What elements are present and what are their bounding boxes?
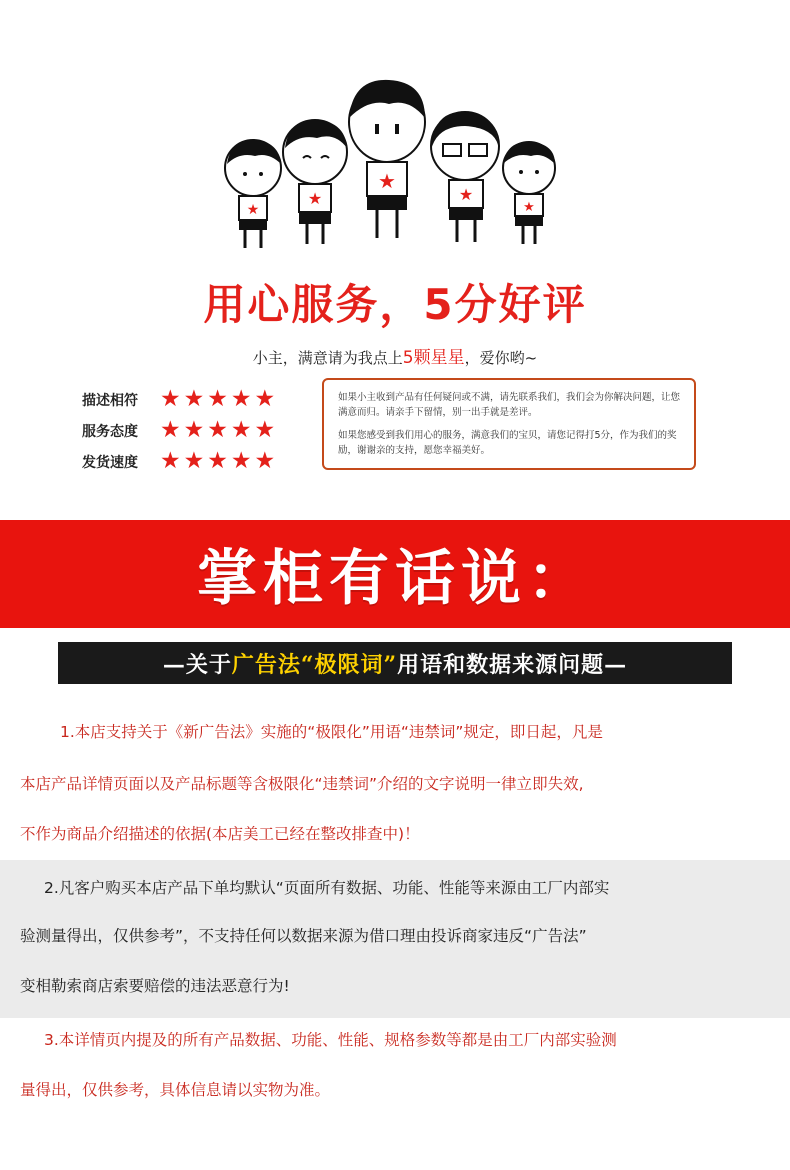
- paragraph-line: 验测量得出，仅供参考”，不支持任何以数据来源为借口理由投诉商家违反“广告法”: [20, 927, 587, 945]
- note-box: [322, 378, 696, 470]
- paragraph-line: 不作为商品介绍描述的依据(本店美工已经在整改排查中)！: [20, 825, 420, 843]
- paragraph-line: 量得出，仅供参考，具体信息请以实物为准。: [20, 1081, 331, 1099]
- rating-row: [82, 446, 312, 477]
- subbanner-highlight: 广告法“极限词”: [231, 651, 398, 678]
- rating-label: 服务态度: [82, 423, 138, 440]
- rating-row: [82, 384, 312, 415]
- paragraph-line: 1.本店支持关于《新广告法》实施的“极限化”用语“违禁词”规定，即日起，凡是: [60, 723, 603, 741]
- svg-text:★: ★: [307, 189, 323, 208]
- child-figure: [503, 142, 555, 244]
- subline-text: 小主，满意请为我点上: [252, 349, 403, 367]
- rating-label: 发货速度: [82, 454, 138, 471]
- subline-text-end: ，爱你哟~: [464, 349, 538, 367]
- cartoon-children-illustration: [205, 70, 575, 260]
- subbanner: [58, 642, 732, 684]
- child-figure: [225, 140, 281, 248]
- rating-label: 描述相符: [82, 392, 138, 409]
- five-stars-icon: ★★★★★: [160, 417, 279, 443]
- notice-paragraph-2: [0, 860, 790, 1018]
- headline: 用心服务，5分好评: [203, 280, 587, 329]
- svg-text:★: ★: [523, 200, 535, 215]
- child-figure: [349, 80, 425, 238]
- notice-paragraph-3: [0, 1018, 790, 1138]
- five-stars-icon: ★★★★★: [160, 386, 279, 412]
- subbanner-text-end: 用语和数据来源问题—: [397, 651, 628, 678]
- hero-section: [0, 0, 790, 500]
- paragraph-line: 变相勒索商店索要赔偿的违法恶意行为!: [20, 977, 290, 995]
- subline: [0, 343, 790, 368]
- subline-highlight: 5颗星星: [402, 348, 465, 368]
- child-figure: [283, 120, 347, 244]
- paragraph-line: 3.本详情页内提及的所有产品数据、功能、性能、规格参数等都是由工厂内部实验测: [44, 1031, 617, 1049]
- svg-text:★: ★: [378, 169, 396, 193]
- subbanner-text: —关于: [162, 651, 232, 678]
- ratings-panel: [82, 384, 312, 477]
- child-figure: [431, 112, 499, 242]
- five-stars-icon: ★★★★★: [160, 448, 279, 474]
- paragraph-line: 本店产品详情页面以及产品标题等含极限化“违禁词”介绍的文字说明一律立即失效,: [20, 775, 584, 793]
- note-paragraph: 如果您感受到我们用心的服务，满意我们的宝贝，请您记得打5分，作为我们的奖励，谢谢亲的支持，愿您幸福美好。: [338, 430, 677, 456]
- svg-text:★: ★: [246, 202, 260, 218]
- svg-text:★: ★: [458, 185, 474, 204]
- note-paragraph: 如果小主收到产品有任何疑问或不满，请先联系我们，我们会为你解决问题，让您满意而归。请亲手下留情，别一出手就是差评。: [338, 392, 681, 418]
- banner: [0, 520, 790, 628]
- rating-row: [82, 415, 312, 446]
- banner-title: 掌柜有话说：: [197, 544, 593, 614]
- paragraph-line: 2.凡客户购买本店产品下单均默认“页面所有数据、功能、性能等来源由工厂内部实: [44, 879, 610, 897]
- notice-paragraph-1: [0, 700, 790, 860]
